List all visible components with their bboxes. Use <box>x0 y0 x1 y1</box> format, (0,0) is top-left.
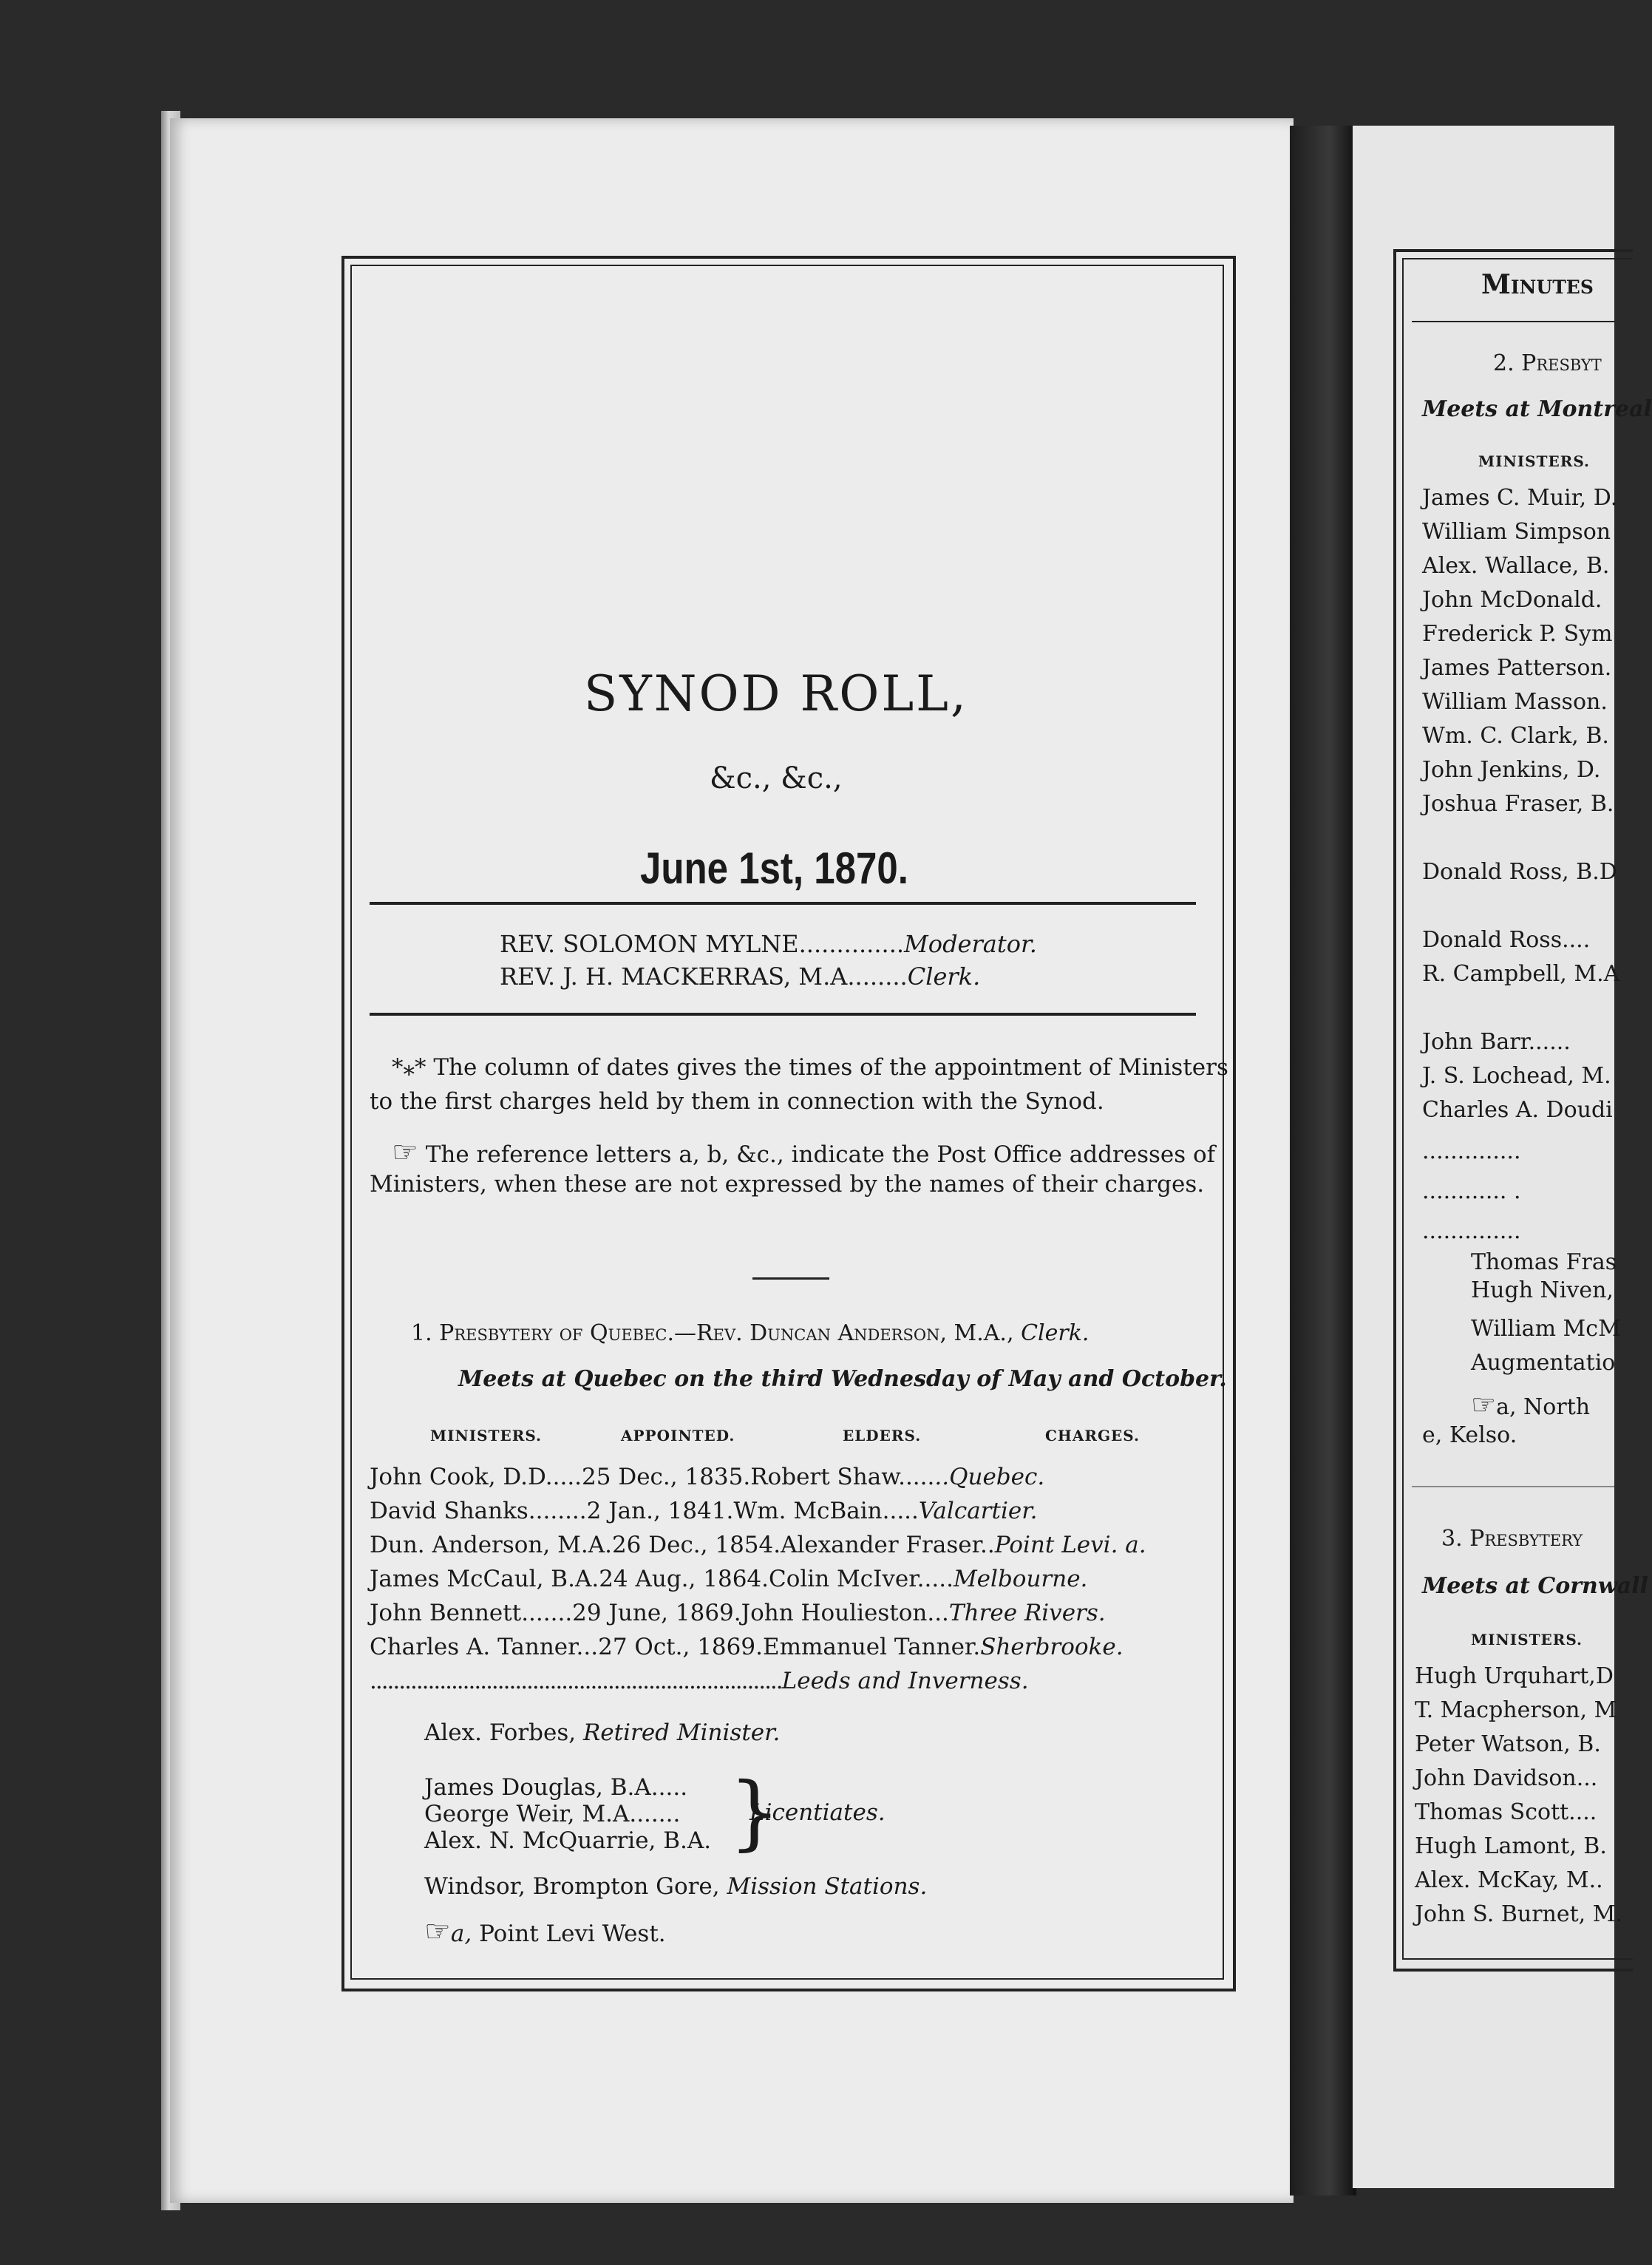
elder-cell: John Houlieston... <box>741 1600 949 1626</box>
licentiate-name: George Weir, M.A....... <box>424 1801 681 1827</box>
elder-cell: Emmanuel Tanner. <box>762 1634 981 1660</box>
divider-top <box>370 902 1196 905</box>
right-header-rule <box>1412 321 1614 322</box>
elder-cell: Alexander Fraser.. <box>781 1532 995 1558</box>
list-item: R. Campbell, M.A <box>1422 961 1620 987</box>
presbytery-2-meets: Meets at Montreal <box>1422 396 1652 422</box>
clerk-line <box>500 962 980 991</box>
list-item: John McDonald. <box>1422 587 1602 613</box>
charge-cell: Leeds and Inverness. <box>781 1668 1029 1694</box>
divider-bottom <box>370 1013 1196 1016</box>
note-dates-line2: to the first charges held by them in connection with the Synod. <box>370 1088 1104 1115</box>
appointed-cell: 2 Jan., 1841. <box>586 1498 734 1524</box>
list-item: .............. <box>1422 1138 1521 1164</box>
right-page-header: Minutes <box>1481 269 1594 300</box>
right-section-rule <box>1412 1486 1614 1487</box>
page-title: SYNOD ROLL, <box>584 665 968 722</box>
asterism-mark: *⁎* <box>392 1054 426 1081</box>
list-item: J. S. Lochead, M. <box>1422 1063 1611 1089</box>
mission-stations <box>424 1873 927 1900</box>
presbytery-1-meets: Meets at Quebec on the third Wednesday of May and October. <box>458 1366 1227 1392</box>
book-gutter <box>1290 126 1356 2196</box>
presbytery-3-col-header: MINISTERS. <box>1471 1631 1583 1648</box>
charge-cell: Valcartier. <box>918 1498 1038 1524</box>
table-row <box>370 1600 1106 1626</box>
minister-cell: Dun. Anderson, M.A. <box>370 1532 612 1558</box>
presbytery-2-col-header: MINISTERS. <box>1478 452 1591 470</box>
list-item: e, Kelso. <box>1422 1422 1517 1448</box>
stations-label: Mission Stations. <box>727 1873 928 1900</box>
appointed-cell: 29 June, 1869. <box>572 1600 741 1626</box>
list-item: Joshua Fraser, B. <box>1422 791 1614 817</box>
list-item: Hugh Lamont, B. <box>1415 1833 1607 1859</box>
list-item: Donald Ross, B.D <box>1422 859 1617 885</box>
minister-cell: John Bennett....... <box>370 1600 573 1626</box>
address-text: a, North <box>1496 1394 1591 1420</box>
moderator-name: REV. SOLOMON MYLNE <box>500 930 799 958</box>
list-item: Donald Ross.... <box>1422 927 1591 953</box>
list-item: Alex. McKay, M.. <box>1415 1867 1603 1893</box>
list-item: William Simpson <box>1422 519 1611 545</box>
pointing-hand-icon: ☞ <box>392 1135 418 1169</box>
list-item: James Patterson. <box>1422 655 1612 681</box>
presbytery-3-meets: Meets at Cornwall <box>1422 1573 1648 1599</box>
list-item <box>1471 1388 1590 1421</box>
list-item: ............ . <box>1422 1178 1521 1204</box>
licentiate-name: James Douglas, B.A..... <box>424 1774 688 1801</box>
clerk-name: REV. J. H. MACKERRAS, M.A <box>500 962 848 991</box>
note-letters-line1 <box>392 1135 1215 1169</box>
list-item: Thomas Scott.... <box>1415 1799 1597 1825</box>
short-divider <box>752 1277 829 1280</box>
licentiates-label: Licentiates. <box>749 1799 886 1826</box>
minister-cell: John Cook, D.D..... <box>370 1464 582 1490</box>
retired-name: Alex. Forbes, <box>424 1719 577 1746</box>
list-item: Alex. Wallace, B. <box>1422 553 1610 579</box>
moderator-line <box>500 930 1037 958</box>
list-item: Thomas Fras <box>1471 1249 1617 1275</box>
heading-clerk: Clerk. <box>1021 1320 1090 1346</box>
minister-cell: Charles A. Tanner... <box>370 1634 599 1660</box>
presbytery-1-heading <box>411 1320 1089 1346</box>
table-row <box>370 1464 1044 1490</box>
charge-cell: Point Levi. a. <box>994 1532 1146 1558</box>
list-item: John Barr...... <box>1422 1029 1571 1055</box>
list-item: Wm. C. Clark, B. <box>1422 723 1609 749</box>
list-item: William Masson. <box>1422 689 1608 715</box>
list-item: Hugh Niven, <box>1471 1277 1614 1303</box>
clerk-role: Clerk. <box>907 962 981 991</box>
charge-cell: ..Quebec. <box>934 1464 1045 1490</box>
col-header-charges: CHARGES. <box>1045 1427 1140 1444</box>
appointed-cell: 26 Dec., 1854. <box>611 1532 781 1558</box>
note-text: The column of dates gives the times of the appointment of Ministers <box>433 1054 1228 1081</box>
leader-dots: ........ <box>847 962 908 991</box>
list-item: James C. Muir, D. <box>1422 485 1618 511</box>
leader-dots: .............. <box>798 930 905 958</box>
presbytery-3-heading: 3. Presbytery <box>1441 1526 1583 1552</box>
note-dates-line1 <box>392 1054 1228 1081</box>
list-item: T. Macpherson, M <box>1415 1697 1617 1723</box>
list-item: John Jenkins, D. <box>1422 757 1601 783</box>
col-header-ministers: MINISTERS. <box>430 1427 543 1444</box>
list-item: William McM <box>1471 1316 1621 1342</box>
stations-names: Windsor, Brompton Gore, <box>424 1873 720 1900</box>
note-text: The reference letters a, b, &c., indicate the Post Office addresses of <box>425 1141 1216 1168</box>
list-item: Hugh Urquhart,D <box>1415 1663 1614 1689</box>
heading-number: 1. <box>411 1320 432 1346</box>
elder-cell: Wm. McBain..... <box>733 1498 919 1524</box>
col-header-elders: ELDERS. <box>843 1427 922 1444</box>
address-letter: a, <box>450 1921 472 1947</box>
post-office-address <box>424 1915 666 1949</box>
brace-icon: } <box>729 1765 781 1859</box>
roll-date: June 1st, 1870. <box>640 843 908 893</box>
retired-label: Retired Minister. <box>582 1719 781 1746</box>
list-item: .............. <box>1422 1218 1521 1244</box>
charge-cell: Sherbrooke. <box>980 1634 1124 1660</box>
minister-cell: ....................................................................... <box>370 1668 782 1694</box>
licentiates-list <box>424 1774 711 1854</box>
list-item: Augmentatio <box>1471 1350 1616 1376</box>
minister-cell: David Shanks........ <box>370 1498 587 1524</box>
appointed-cell: 25 Dec., 1835. <box>582 1464 751 1490</box>
pointing-hand-icon: ☞ <box>1471 1388 1497 1421</box>
list-item: Charles A. Doudi <box>1422 1097 1613 1123</box>
list-item: John Davidson... <box>1415 1765 1598 1791</box>
table-row <box>370 1498 1037 1524</box>
elder-cell: Colin McIver..... <box>769 1566 954 1592</box>
presbytery-2-heading: 2. Presbyt <box>1493 350 1602 376</box>
col-header-appointed: APPOINTED. <box>621 1427 735 1444</box>
minister-cell: James McCaul, B.A. <box>370 1566 599 1592</box>
appointed-cell: 27 Oct., 1869. <box>598 1634 763 1660</box>
pointing-hand-icon: ☞ <box>424 1915 451 1949</box>
charge-cell: Melbourne. <box>953 1566 1088 1592</box>
charge-cell: Three Rivers. <box>948 1600 1106 1626</box>
list-item: Peter Watson, B. <box>1415 1731 1601 1757</box>
licentiate-name: Alex. N. McQuarrie, B.A. <box>424 1827 712 1854</box>
table-row <box>370 1532 1146 1558</box>
elder-cell: Robert Shaw..... <box>750 1464 935 1490</box>
list-item: Frederick P. Sym <box>1422 621 1613 647</box>
list-item: John S. Burnet, M. <box>1415 1901 1622 1927</box>
table-row <box>370 1634 1124 1660</box>
note-letters-line2: Ministers, when these are not expressed by the names of their charges. <box>370 1171 1205 1198</box>
heading-name: Presbytery of Quebec.—Rev. Duncan Anderson, M.A., <box>439 1320 1014 1346</box>
table-row <box>370 1566 1087 1592</box>
table-row <box>370 1668 1029 1694</box>
appointed-cell: 24 Aug., 1864. <box>599 1566 769 1592</box>
retired-minister <box>424 1719 780 1746</box>
subtitle: &c., &c., <box>710 761 843 795</box>
moderator-role: Moderator. <box>904 930 1037 958</box>
address-text: Point Levi West. <box>479 1921 666 1947</box>
